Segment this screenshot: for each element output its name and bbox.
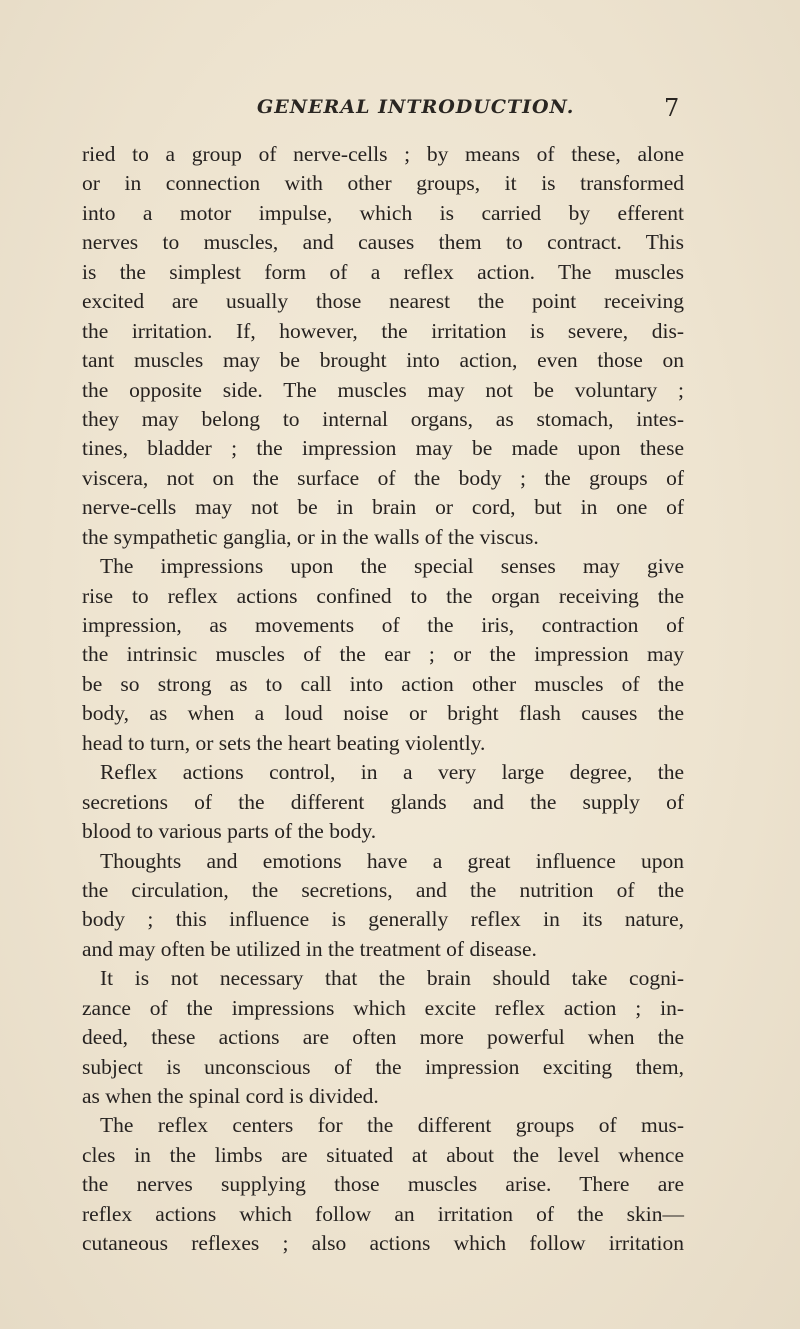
text-line: be so strong as to call into action other muscles of the <box>82 671 684 696</box>
text-line: reflex actions which follow an irritation of the skin— <box>82 1201 684 1226</box>
text-line: body, as when a loud noise or bright flash causes the <box>82 701 684 726</box>
text-line: cutaneous reflexes ; also actions which follow irritation <box>82 1231 684 1256</box>
text-line: body ; this influence is generally reflex in its nature, <box>82 907 684 932</box>
text-line: or in connection with other groups, it is transformed <box>82 171 684 196</box>
page-header <box>0 96 800 126</box>
page-number: 7 <box>664 94 680 122</box>
text-line: nerve-cells may not be in brain or cord, but in one of <box>82 495 684 520</box>
text-line: deed, these actions are often more powerful when the <box>82 1025 684 1050</box>
text-line: The impressions upon the special senses may give <box>100 554 684 579</box>
text-line: nerves to muscles, and causes them to contract. This <box>82 230 684 255</box>
text-line: the circulation, the secretions, and the nutrition of the <box>82 877 684 902</box>
text-line: viscera, not on the surface of the body ; the groups of <box>82 465 684 490</box>
running-head: GENERAL INTRODUCTION. <box>257 96 575 118</box>
text-line: ried to a group of nerve-cells ; by means of these, alone <box>82 142 684 166</box>
text-line: Reflex actions control, in a very large degree, the <box>100 760 684 785</box>
text-line: zance of the impressions which excite reflex action ; in- <box>82 995 684 1020</box>
text-line: and may often be utilized in the treatment of disease. <box>82 936 537 961</box>
text-line: as when the spinal cord is divided. <box>82 1084 379 1108</box>
text-line: the sympathetic ganglia, or in the walls of the viscus. <box>82 524 539 549</box>
text-line: they may belong to internal organs, as stomach, intes- <box>82 406 684 431</box>
text-line: into a motor impulse, which is carried by efferent <box>82 200 684 225</box>
text-line: the irritation. If, however, the irritation is severe, dis- <box>82 318 684 343</box>
text-line: subject is unconscious of the impression exciting them, <box>82 1054 684 1079</box>
text-line: Thoughts and emotions have a great influence upon <box>100 848 684 873</box>
text-line: blood to various parts of the body. <box>82 819 377 844</box>
text-line: impression, as movements of the iris, contraction of <box>82 613 684 637</box>
text-line: the opposite side. The muscles may not be voluntary ; <box>82 377 684 402</box>
text-line: tant muscles may be brought into action, even those on <box>82 348 684 373</box>
text-line: rise to reflex actions confined to the organ receiving the <box>82 583 684 608</box>
text-line: excited are usually those nearest the point receiving <box>82 289 684 314</box>
text-line: secretions of the different glands and the supply of <box>82 789 684 814</box>
text-line: tines, bladder ; the impression may be made upon these <box>82 436 684 461</box>
text-line: cles in the limbs are situated at about the level whence <box>82 1142 684 1167</box>
text-line: is the simplest form of a reflex action. The muscles <box>82 259 684 284</box>
text-line: It is not necessary that the brain should take cogni- <box>100 966 684 991</box>
text-line: the intrinsic muscles of the ear ; or the impression may <box>82 642 684 667</box>
body-text <box>82 140 684 1259</box>
text-line: head to turn, or sets the heart beating violently. <box>82 730 486 755</box>
text-line: The reflex centers for the different groups of mus- <box>100 1113 684 1138</box>
text-line: the nerves supplying those muscles arise. There are <box>82 1172 684 1197</box>
